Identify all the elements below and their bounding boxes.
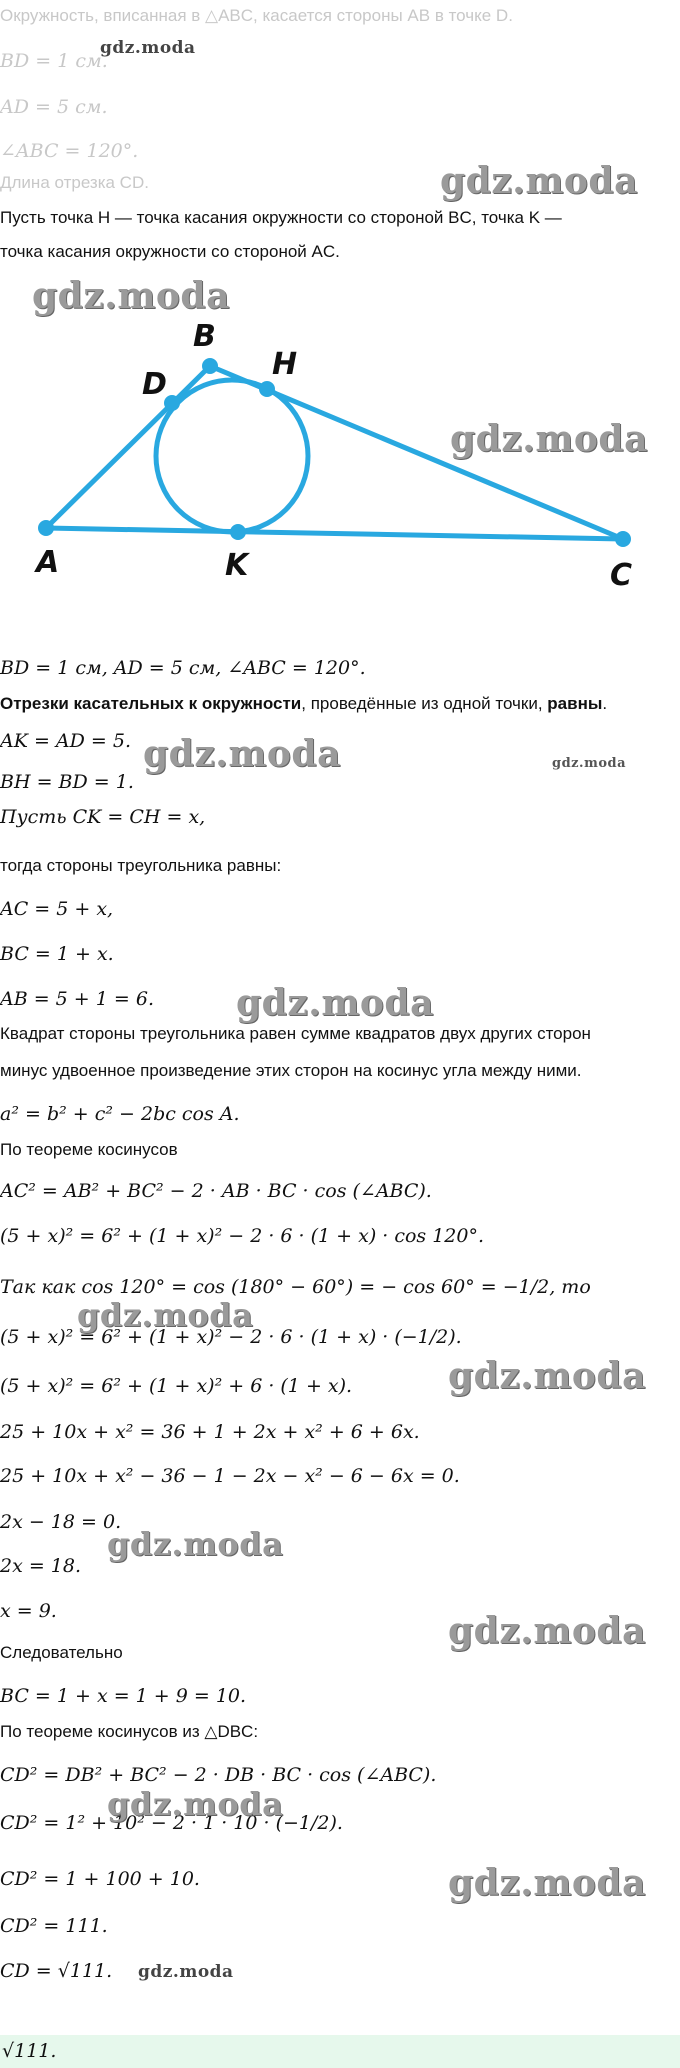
sol-dbc-intro: По теореме косинусов из △DBC: bbox=[0, 1722, 259, 1741]
sol-bh: BH = BD = 1. bbox=[0, 771, 134, 793]
point-b bbox=[202, 358, 218, 374]
sol-cosine-rule-2: минус удвоенное произведение этих сторон на косинус угла между ними. bbox=[0, 1061, 582, 1080]
given-ad: AD = 5 см. bbox=[0, 96, 108, 118]
find-statement: Длина отрезка CD. bbox=[0, 173, 149, 192]
given-angle: ∠ABC = 120°. bbox=[0, 140, 139, 162]
given-bd: BD = 1 см. bbox=[0, 50, 108, 72]
sol-cos120: Так как cos 120° = cos (180° − 60°) = − cos 60° = −1/2, то bbox=[0, 1276, 591, 1298]
label-d: D bbox=[142, 367, 167, 402]
watermark: gdz.moda bbox=[77, 1296, 254, 1334]
sol-cosine-rule-1: Квадрат стороны треугольника равен сумме квадратов двух других сторон bbox=[0, 1024, 591, 1043]
sol-eq-5: 25 + 10x + x² = 36 + 1 + 2x + x² + 6 + 6x. bbox=[0, 1421, 420, 1443]
sol-ac: AC = 5 + x, bbox=[0, 898, 114, 920]
point-k bbox=[230, 524, 246, 540]
sol-therefore: Следовательно bbox=[0, 1643, 123, 1662]
sol-tangent-rule: Отрезки касательных к окружности, проведённые из одной точки, равны. bbox=[0, 694, 608, 713]
sol-cd-5: CD = √111. bbox=[0, 1960, 113, 1982]
watermark: gdz.moda bbox=[448, 1355, 646, 1397]
sol-let-x: Пусть CK = CH = x, bbox=[0, 806, 206, 828]
sol-cd-1: CD² = DB² + BC² − 2 · DB · BC · cos (∠ABC). bbox=[0, 1764, 437, 1786]
watermark: gdz.moda bbox=[100, 38, 196, 58]
watermark: gdz.moda bbox=[107, 1525, 284, 1563]
sol-bc: BC = 1 + x. bbox=[0, 943, 114, 965]
watermark: gdz.moda bbox=[138, 1962, 234, 1982]
watermark: gdz.moda bbox=[448, 1862, 646, 1904]
label-a: A bbox=[36, 545, 60, 580]
watermark: gdz.moda bbox=[107, 1785, 284, 1823]
watermark: gdz.moda bbox=[32, 275, 230, 317]
sol-cosine-formula: a² = b² + c² − 2bc cos A. bbox=[0, 1103, 240, 1125]
sol-sides-intro: тогда стороны треугольника равны: bbox=[0, 856, 282, 875]
side-ac bbox=[46, 528, 623, 539]
answer-box bbox=[0, 2035, 680, 2068]
sol-eq-3: (5 + x)² = 6² + (1 + x)² − 2 · 6 · (1 + x) · (−1/2). bbox=[0, 1326, 462, 1348]
answer-value: √111. bbox=[2, 2040, 57, 2062]
sol-given: BD = 1 см, AD = 5 см, ∠ABC = 120°. bbox=[0, 657, 366, 679]
sol-eq-1: AC² = AB² + BC² − 2 · AB · BC · cos (∠ABC). bbox=[0, 1180, 432, 1202]
label-h: H bbox=[272, 347, 298, 382]
watermark: gdz.moda bbox=[440, 160, 638, 202]
sol-cd-2: CD² = 1² + 10² − 2 · 1 · 10 · (−1/2). bbox=[0, 1812, 343, 1834]
point-c bbox=[615, 531, 631, 547]
label-c: C bbox=[610, 558, 633, 593]
sol-bc-value: BC = 1 + x = 1 + 9 = 10. bbox=[0, 1685, 247, 1707]
watermark: gdz.moda bbox=[236, 982, 434, 1024]
sol-eq-6: 25 + 10x + x² − 36 − 1 − 2x − x² − 6 − 6x = 0. bbox=[0, 1465, 460, 1487]
sol-eq-4: (5 + x)² = 6² + (1 + x)² + 6 · (1 + x). bbox=[0, 1375, 353, 1397]
watermark: gdz.moda bbox=[552, 756, 627, 771]
watermark: gdz.moda bbox=[143, 733, 341, 775]
sol-cd-3: CD² = 1 + 100 + 10. bbox=[0, 1868, 200, 1890]
tangent-rule-bold: Отрезки касательных к окружности bbox=[0, 694, 302, 713]
sol-eq-7: 2x − 18 = 0. bbox=[0, 1511, 122, 1533]
label-k: K bbox=[225, 548, 249, 583]
sol-ab: AB = 5 + 1 = 6. bbox=[0, 988, 154, 1010]
sol-x: x = 9. bbox=[0, 1600, 57, 1622]
sol-ak: AK = AD = 5. bbox=[0, 730, 131, 752]
intro-line-2: точка касания окружности со стороной AC. bbox=[0, 242, 340, 261]
watermark: gdz.moda bbox=[450, 418, 648, 460]
watermark: gdz.moda bbox=[448, 1610, 646, 1652]
label-b: B bbox=[193, 319, 216, 354]
sol-by-cosine-theorem: По теореме косинусов bbox=[0, 1140, 178, 1159]
sol-eq-8: 2x = 18. bbox=[0, 1555, 82, 1577]
sol-eq-2: (5 + x)² = 6² + (1 + x)² − 2 · 6 · (1 + x) · cos 120°. bbox=[0, 1225, 485, 1247]
point-a bbox=[38, 520, 54, 536]
given-statement: Окружность, вписанная в △ABC, касается стороны AB в точке D. bbox=[0, 6, 513, 25]
sol-cd-4: CD² = 111. bbox=[0, 1915, 108, 1937]
side-ab bbox=[46, 366, 210, 528]
intro-line-1: Пусть точка H — точка касания окружности со стороной BC, точка K — bbox=[0, 208, 562, 227]
point-h bbox=[259, 381, 275, 397]
